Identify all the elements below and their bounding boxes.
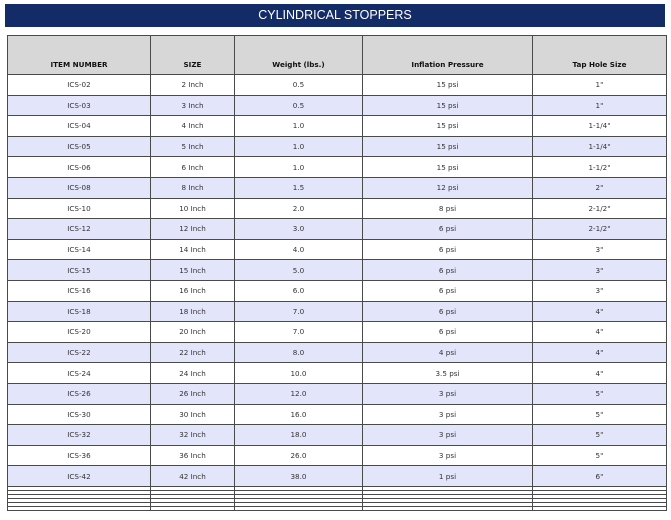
header-tap-hole-size: Tap Hole Size bbox=[533, 36, 667, 75]
inflation-pressure-cell: 6 psi bbox=[363, 219, 533, 240]
table-row bbox=[8, 301, 667, 322]
item-number-cell: ICS-32 bbox=[8, 425, 151, 446]
header-size: SIZE bbox=[151, 36, 235, 75]
table-row bbox=[8, 404, 667, 425]
inflation-pressure-cell: 6 psi bbox=[363, 280, 533, 301]
weight-cell: 0.5 bbox=[235, 75, 363, 96]
size-cell: 20 Inch bbox=[151, 322, 235, 343]
empty-cell bbox=[533, 506, 667, 510]
inflation-pressure-cell: 3 psi bbox=[363, 425, 533, 446]
size-cell: 24 Inch bbox=[151, 363, 235, 384]
table-body bbox=[8, 75, 667, 511]
inflation-pressure-cell: 4 psi bbox=[363, 342, 533, 363]
tap-hole-size-cell: 2-1/2" bbox=[533, 198, 667, 219]
size-cell: 32 Inch bbox=[151, 425, 235, 446]
inflation-pressure-cell: 15 psi bbox=[363, 136, 533, 157]
item-number-cell: ICS-10 bbox=[8, 198, 151, 219]
weight-cell: 1.0 bbox=[235, 157, 363, 178]
size-cell: 10 Inch bbox=[151, 198, 235, 219]
weight-cell: 26.0 bbox=[235, 445, 363, 466]
item-number-cell: ICS-12 bbox=[8, 219, 151, 240]
inflation-pressure-cell: 3.5 psi bbox=[363, 363, 533, 384]
table-row bbox=[8, 136, 667, 157]
tap-hole-size-cell: 1" bbox=[533, 75, 667, 96]
weight-cell: 38.0 bbox=[235, 466, 363, 487]
weight-cell: 8.0 bbox=[235, 342, 363, 363]
inflation-pressure-cell: 15 psi bbox=[363, 95, 533, 116]
weight-cell: 18.0 bbox=[235, 425, 363, 446]
weight-cell: 10.0 bbox=[235, 363, 363, 384]
table-row bbox=[8, 363, 667, 384]
item-number-cell: ICS-03 bbox=[8, 95, 151, 116]
table-row bbox=[8, 260, 667, 281]
empty-cell bbox=[8, 506, 151, 510]
inflation-pressure-cell: 8 psi bbox=[363, 198, 533, 219]
table-row bbox=[8, 116, 667, 137]
inflation-pressure-cell: 1 psi bbox=[363, 466, 533, 487]
size-cell: 16 Inch bbox=[151, 280, 235, 301]
inflation-pressure-cell: 3 psi bbox=[363, 383, 533, 404]
item-number-cell: ICS-26 bbox=[8, 383, 151, 404]
inflation-pressure-cell: 15 psi bbox=[363, 75, 533, 96]
weight-cell: 1.0 bbox=[235, 136, 363, 157]
size-cell: 15 Inch bbox=[151, 260, 235, 281]
weight-cell: 16.0 bbox=[235, 404, 363, 425]
table-row bbox=[8, 280, 667, 301]
weight-cell: 7.0 bbox=[235, 301, 363, 322]
weight-cell: 6.0 bbox=[235, 280, 363, 301]
table-row bbox=[8, 466, 667, 487]
item-number-cell: ICS-02 bbox=[8, 75, 151, 96]
empty-table-row bbox=[8, 506, 667, 510]
header-inflation-pressure: Inflation Pressure bbox=[363, 36, 533, 75]
inflation-pressure-cell: 6 psi bbox=[363, 260, 533, 281]
table-row bbox=[8, 322, 667, 343]
tap-hole-size-cell: 4" bbox=[533, 301, 667, 322]
tap-hole-size-cell: 1-1/4" bbox=[533, 116, 667, 137]
weight-cell: 12.0 bbox=[235, 383, 363, 404]
tap-hole-size-cell: 1-1/4" bbox=[533, 136, 667, 157]
size-cell: 6 Inch bbox=[151, 157, 235, 178]
item-number-cell: ICS-16 bbox=[8, 280, 151, 301]
item-number-cell: ICS-15 bbox=[8, 260, 151, 281]
table-row bbox=[8, 75, 667, 96]
header-item-number: ITEM NUMBER bbox=[8, 36, 151, 75]
empty-cell bbox=[151, 506, 235, 510]
weight-cell: 7.0 bbox=[235, 322, 363, 343]
size-cell: 18 Inch bbox=[151, 301, 235, 322]
tap-hole-size-cell: 5" bbox=[533, 425, 667, 446]
item-number-cell: ICS-08 bbox=[8, 177, 151, 198]
item-number-cell: ICS-30 bbox=[8, 404, 151, 425]
table-row bbox=[8, 445, 667, 466]
table-row bbox=[8, 342, 667, 363]
tap-hole-size-cell: 5" bbox=[533, 445, 667, 466]
tap-hole-size-cell: 2-1/2" bbox=[533, 219, 667, 240]
weight-cell: 1.5 bbox=[235, 177, 363, 198]
item-number-cell: ICS-42 bbox=[8, 466, 151, 487]
weight-cell: 1.0 bbox=[235, 116, 363, 137]
size-cell: 5 Inch bbox=[151, 136, 235, 157]
table-row bbox=[8, 425, 667, 446]
size-cell: 22 Inch bbox=[151, 342, 235, 363]
table-row bbox=[8, 95, 667, 116]
tap-hole-size-cell: 2" bbox=[533, 177, 667, 198]
weight-cell: 4.0 bbox=[235, 239, 363, 260]
item-number-cell: ICS-18 bbox=[8, 301, 151, 322]
size-cell: 42 Inch bbox=[151, 466, 235, 487]
item-number-cell: ICS-24 bbox=[8, 363, 151, 384]
inflation-pressure-cell: 3 psi bbox=[363, 445, 533, 466]
table-row bbox=[8, 198, 667, 219]
tap-hole-size-cell: 1" bbox=[533, 95, 667, 116]
size-cell: 36 Inch bbox=[151, 445, 235, 466]
empty-cell bbox=[363, 506, 533, 510]
inflation-pressure-cell: 6 psi bbox=[363, 301, 533, 322]
item-number-cell: ICS-36 bbox=[8, 445, 151, 466]
size-cell: 8 Inch bbox=[151, 177, 235, 198]
weight-cell: 2.0 bbox=[235, 198, 363, 219]
page-title: CYLINDRICAL STOPPERS bbox=[5, 4, 665, 27]
table-row bbox=[8, 157, 667, 178]
tap-hole-size-cell: 3" bbox=[533, 260, 667, 281]
inflation-pressure-cell: 15 psi bbox=[363, 157, 533, 178]
tap-hole-size-cell: 4" bbox=[533, 342, 667, 363]
weight-cell: 0.5 bbox=[235, 95, 363, 116]
weight-cell: 3.0 bbox=[235, 219, 363, 240]
weight-cell: 5.0 bbox=[235, 260, 363, 281]
size-cell: 12 Inch bbox=[151, 219, 235, 240]
tap-hole-size-cell: 3" bbox=[533, 280, 667, 301]
table-row bbox=[8, 239, 667, 260]
item-number-cell: ICS-05 bbox=[8, 136, 151, 157]
tap-hole-size-cell: 6" bbox=[533, 466, 667, 487]
inflation-pressure-cell: 12 psi bbox=[363, 177, 533, 198]
tap-hole-size-cell: 3" bbox=[533, 239, 667, 260]
table-row bbox=[8, 219, 667, 240]
item-number-cell: ICS-20 bbox=[8, 322, 151, 343]
size-cell: 26 Inch bbox=[151, 383, 235, 404]
tap-hole-size-cell: 5" bbox=[533, 383, 667, 404]
stoppers-table bbox=[7, 35, 667, 511]
item-number-cell: ICS-22 bbox=[8, 342, 151, 363]
size-cell: 14 Inch bbox=[151, 239, 235, 260]
empty-cell bbox=[235, 506, 363, 510]
size-cell: 2 Inch bbox=[151, 75, 235, 96]
tap-hole-size-cell: 4" bbox=[533, 363, 667, 384]
table-header-row bbox=[8, 36, 667, 75]
tap-hole-size-cell: 1-1/2" bbox=[533, 157, 667, 178]
size-cell: 3 Inch bbox=[151, 95, 235, 116]
item-number-cell: ICS-04 bbox=[8, 116, 151, 137]
inflation-pressure-cell: 6 psi bbox=[363, 239, 533, 260]
header-weight: Weight (lbs.) bbox=[235, 36, 363, 75]
table-row bbox=[8, 177, 667, 198]
table-row bbox=[8, 383, 667, 404]
size-cell: 4 Inch bbox=[151, 116, 235, 137]
size-cell: 30 Inch bbox=[151, 404, 235, 425]
inflation-pressure-cell: 15 psi bbox=[363, 116, 533, 137]
tap-hole-size-cell: 5" bbox=[533, 404, 667, 425]
item-number-cell: ICS-14 bbox=[8, 239, 151, 260]
inflation-pressure-cell: 6 psi bbox=[363, 322, 533, 343]
tap-hole-size-cell: 4" bbox=[533, 322, 667, 343]
item-number-cell: ICS-06 bbox=[8, 157, 151, 178]
inflation-pressure-cell: 3 psi bbox=[363, 404, 533, 425]
